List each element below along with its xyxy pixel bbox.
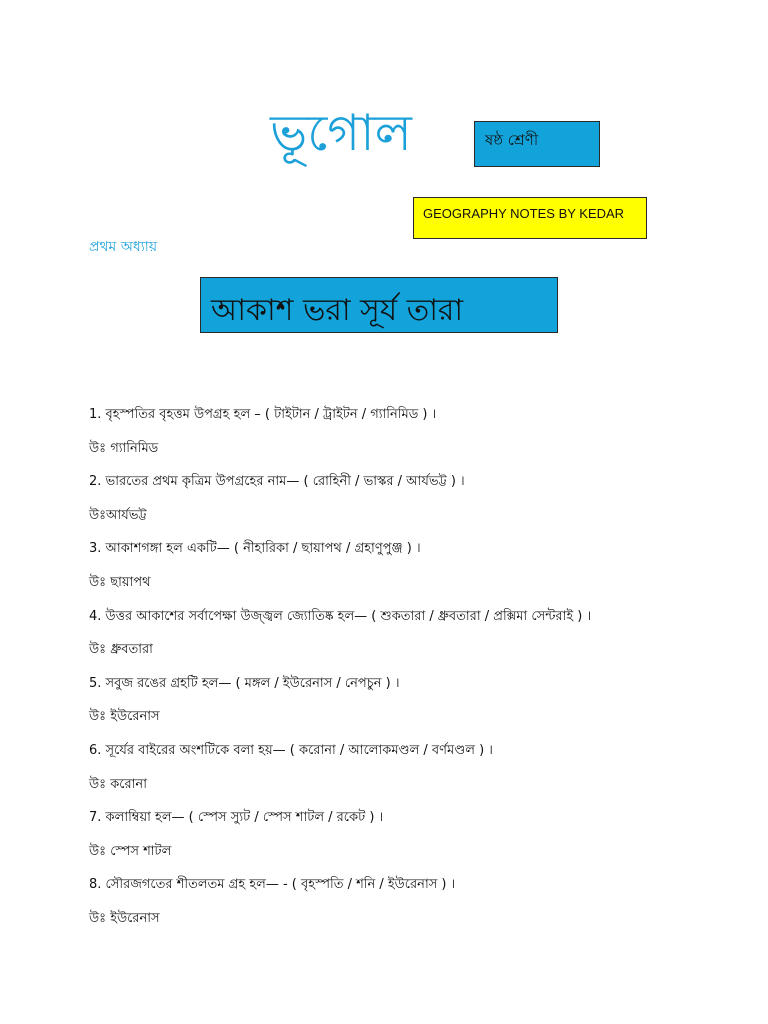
answer-3: উঃ ছায়াপথ xyxy=(89,574,151,590)
question-2: 2. ভারতের প্রথম কৃত্রিম উপগ্রহের নাম— ( রোহিনী / ভাস্কর / আর্যভট্ট ) । xyxy=(89,474,465,490)
answer-2: উঃআর্যভট্ট xyxy=(89,507,147,523)
question-1: 1. বৃহস্পতির বৃহত্তম উপগ্রহ হল – ( টাইটান / ট্রাইটন / গ্যানিমিড ) । xyxy=(89,407,437,422)
answer-7: উঃ স্পেস শাটল xyxy=(89,843,172,859)
chapter-banner: আকাশ ভরা সূর্য তারা xyxy=(200,277,558,333)
chapter-heading: প্রথম অধ্যায় xyxy=(89,239,158,255)
notes-label-box: GEOGRAPHY NOTES BY KEDAR xyxy=(413,197,647,239)
answer-8: উঃ ইউরেনাস xyxy=(89,910,160,926)
question-8: 8. সৌরজগতের শীতলতম গ্রহ হল— - ( বৃহস্পতি / শনি / ইউরেনাস ) । xyxy=(89,877,456,893)
page-title: ভূগোল xyxy=(270,104,412,162)
class-label-box: ষষ্ঠ শ্রেণী xyxy=(474,121,600,167)
question-5: 5. সবুজ রঙের গ্রহটি হল— ( মঙ্গল / ইউরেনাস / নেপচুন ) । xyxy=(89,675,400,691)
answer-5: উঃ ইউরেনাস xyxy=(89,709,160,725)
answer-6: উঃ করোনা xyxy=(89,776,147,792)
question-3: 3. আকাশগঙ্গা হল একটি— ( নীহারিকা / ছায়াপথ / গ্রহাণুপুঞ্জ ) । xyxy=(89,541,421,557)
question-answer-list xyxy=(89,398,749,936)
question-4: 4. উত্তর আকাশের সর্বাপেক্ষা উজ্জ্বল জ্যোতিষ্ক হল— ( শুকতারা / ধ্রুবতারা / প্রক্সিমা সেন্টরাই ) । xyxy=(89,608,592,624)
question-6: 6. সূর্যের বাইরের অংশটিকে বলা হয়— ( করোনা / আলোকমণ্ডল / বর্ণমণ্ডল ) । xyxy=(89,742,493,758)
answer-4: উঃ ধ্রুবতারা xyxy=(89,642,153,658)
question-7: 7. কলাম্বিয়া হল— ( স্পেস স্যুট / স্পেস শাটল / রকেট ) । xyxy=(89,810,384,826)
answer-1: উঃ গ্যানিমিড xyxy=(89,440,159,456)
